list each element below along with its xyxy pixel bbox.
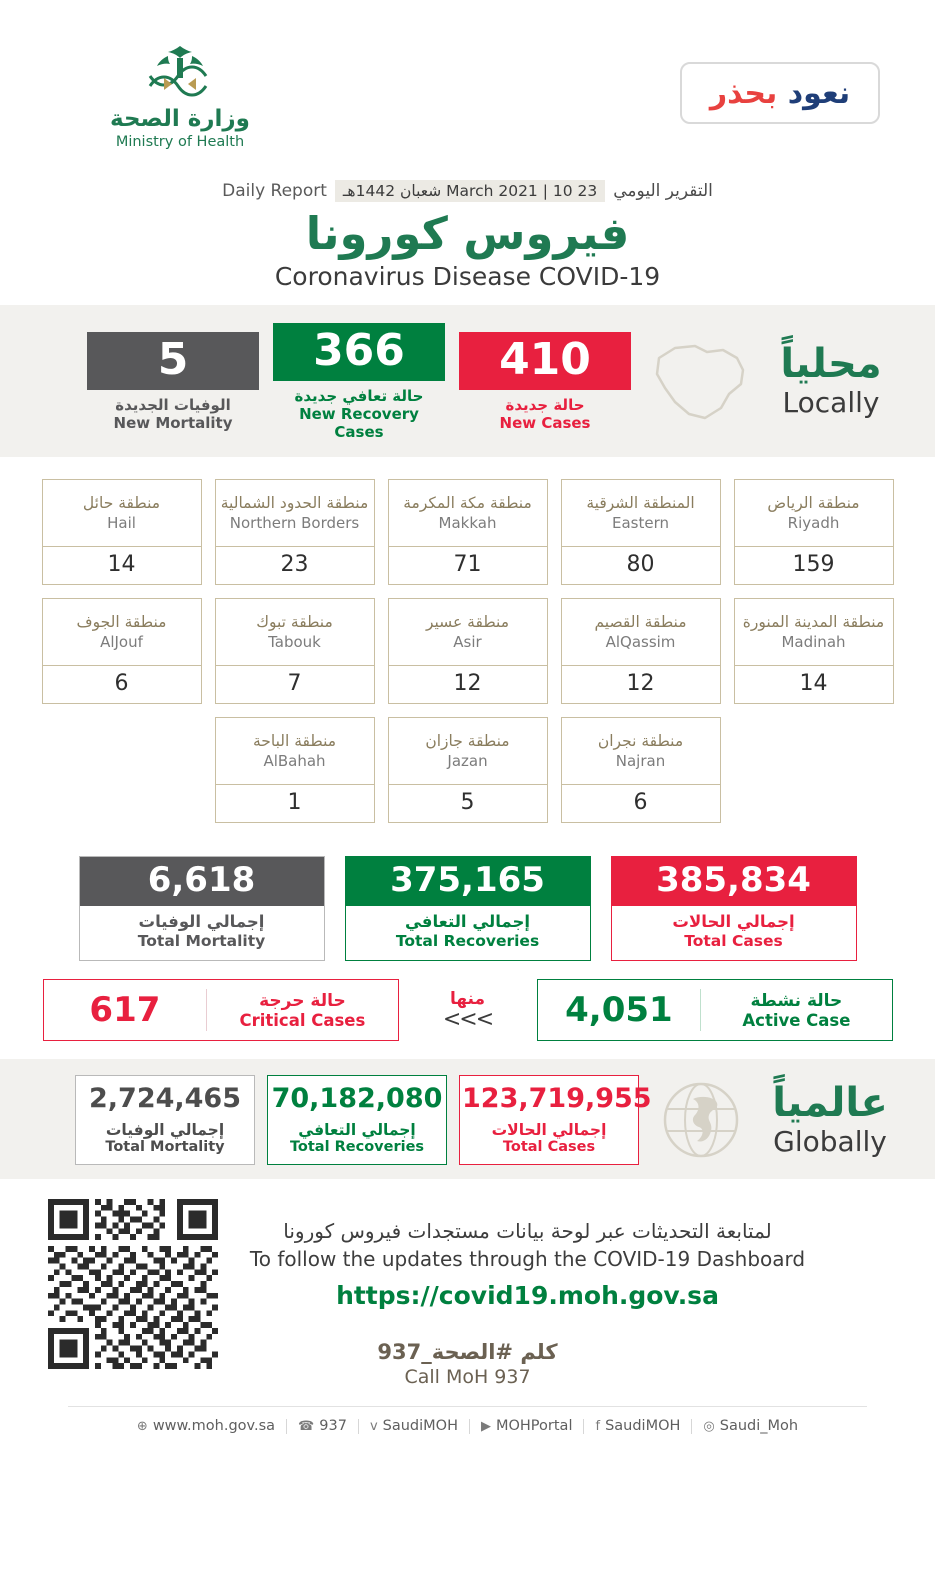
region-northern-borders [215,479,375,585]
active-cases-label-ar: حالة نشطة [750,990,843,1011]
region-name-ar: منطقة حائل [82,494,161,513]
region-value: 159 [735,546,893,584]
region-name-ar: منطقة الحدود الشمالية [220,494,369,513]
region-name-ar: منطقة تبوك [256,613,333,632]
total-mortality-value: 6,618 [80,857,324,907]
page-title-en: Coronavirus Disease COVID-19 [274,261,661,291]
new-recoveries-label-ar: حالة تعافي جديدة [294,386,424,405]
critical-cases-pill [43,979,399,1041]
region-hail [42,479,202,585]
global-total-cases-label-ar: إجمالي الحالات [491,1121,607,1140]
region-value: 71 [389,546,547,584]
social-label: 937 [319,1418,347,1435]
total-cases-box [611,856,857,962]
region-name-en: Eastern [611,514,669,533]
region-name-ar: منطقة مكة المكرمة [403,494,532,513]
locally-label [767,341,895,420]
new-cases-value: 410 [459,332,631,390]
regions-grid [0,457,935,842]
region-name-ar: منطقة الباحة [252,732,337,751]
globe-icon [651,1077,751,1163]
global-total-cases-value: 123,719,955 [462,1083,652,1115]
campaign-word-2: بحذر [709,75,778,111]
region-albahah [215,717,375,823]
locally-label-en: Locally [782,386,880,420]
critical-cases-value: 617 [89,990,161,1031]
globally-label-en: Globally [773,1124,887,1158]
region-value: 5 [389,784,547,822]
globally-label-ar: عالمياً [772,1079,888,1126]
total-recoveries-label-en: Total Recoveries [395,932,540,951]
total-mortality-box [79,856,325,962]
region-name-en: Makkah [438,514,497,533]
social-link-website[interactable] [126,1419,287,1434]
region-alqassim [561,598,721,704]
global-total-mortality-label-en: Total Mortality [105,1139,225,1156]
phone-icon: ☎ [298,1418,315,1434]
critical-active-row [0,965,935,1059]
region-value: 12 [389,665,547,703]
region-madinah [734,598,894,704]
page-footer [0,1179,935,1450]
region-name-ar: المنطقة الشرقية [586,494,695,513]
new-cases-label-en: New Cases [499,413,591,432]
stat-new-recoveries [273,323,445,441]
globe-icon: ⊕ [136,1418,148,1434]
region-name-ar: منطقة الجوف [76,613,167,632]
region-name-en: Tabouk [268,633,321,652]
instagram-icon: ◎ [703,1418,715,1434]
region-name-en: Najran [615,752,666,771]
global-total-mortality-box [75,1075,255,1165]
new-recoveries-label-en: New Recovery Cases [299,404,419,441]
global-total-cases-label-en: Total Cases [502,1139,596,1156]
region-value: 80 [562,546,720,584]
global-total-recoveries-box [267,1075,447,1165]
region-asir [388,598,548,704]
report-date: 23 March 2021 | 10 شعبان 1442هـ [335,180,605,202]
total-recoveries-value: 375,165 [346,857,590,907]
campaign-badge [680,62,880,124]
saudi-arabia-map-icon [645,336,755,428]
region-value: 6 [43,665,201,703]
youtube-icon: ▶ [480,1418,491,1434]
region-name-ar: منطقة نجران [597,732,684,751]
active-cases-label-en: Active Case [742,1010,851,1030]
social-link-phone[interactable] [287,1419,359,1434]
region-riyadh [734,479,894,585]
region-aljouf [42,598,202,704]
region-value: 1 [216,784,374,822]
total-cases-value: 385,834 [612,857,856,907]
social-link-twitter[interactable] [359,1419,470,1434]
active-cases-value: 4,051 [565,990,673,1031]
locally-section [0,305,935,457]
global-total-mortality-value: 2,724,465 [88,1083,242,1115]
social-label: Saudi_Moh [719,1418,799,1435]
qr-code[interactable] [48,1199,218,1369]
minha-label-ar: منها [449,989,486,1010]
region-value: 14 [43,546,201,584]
daily-report-label-ar: التقرير اليومي [613,181,713,201]
regions-row-1 [40,479,895,585]
ministry-name-en: Ministry of Health [115,134,245,150]
total-mortality-label-en: Total Mortality [137,932,266,951]
region-name-en: Northern Borders [229,514,360,533]
critical-cases-label-en: Critical Cases [239,1010,366,1030]
critical-cases-label-ar: حالة حرجة [259,990,346,1011]
region-name-ar: منطقة جازان [425,732,510,751]
moh-emblem-icon [120,42,240,102]
call-moh-ar: كلم #الصحة_937 [377,1340,558,1365]
regions-row-3 [40,717,895,823]
region-value: 7 [216,665,374,703]
arrows-icon: <<< [442,1007,493,1033]
report-date-row [0,180,935,202]
social-link-instagram[interactable] [692,1419,809,1434]
ministry-logo [55,42,305,150]
region-makkah [388,479,548,585]
active-cases-pill [537,979,893,1041]
stat-new-cases [459,332,631,432]
region-name-ar: منطقة عسير [425,613,510,632]
total-mortality-label-ar: إجمالي الوفيات [138,912,265,932]
region-name-en: Asir [453,633,482,652]
region-value: 23 [216,546,374,584]
region-name-en: AlJouf [100,633,143,652]
social-label: SaudiMOH [382,1418,458,1435]
social-link-youtube[interactable] [470,1419,585,1434]
total-cases-label-en: Total Cases [684,932,783,951]
totals-row [0,842,935,966]
daily-report-label-en: Daily Report [222,181,327,201]
social-links-bar [68,1406,867,1450]
social-label: SaudiMOH [605,1418,681,1435]
minha-indicator [413,989,523,1031]
global-total-mortality-label-ar: إجمالي الوفيات [105,1121,225,1140]
region-name-ar: منطقة القصيم [594,613,687,632]
social-label: MOHPortal [495,1418,573,1435]
dashboard-url-link[interactable]: https://covid19.moh.gov.sa [336,1281,719,1311]
region-name-en: AlQassim [605,633,676,652]
region-name-en: Madinah [781,633,846,652]
new-recoveries-value: 366 [273,323,445,381]
social-link-facebook[interactable] [584,1419,692,1434]
region-name-en: Riyadh [787,514,840,533]
total-recoveries-label-ar: إجمالي التعافي [404,912,531,932]
region-najran [561,717,721,823]
facebook-icon: f [595,1418,601,1434]
region-value: 6 [562,784,720,822]
region-value: 14 [735,665,893,703]
region-tabouk [215,598,375,704]
locally-label-ar: محلياً [780,341,882,388]
new-mortality-value: 5 [87,332,259,390]
region-jazan [388,717,548,823]
page-title-ar: فيروس كورونا [305,207,630,260]
campaign-text [710,76,850,111]
global-total-cases-box [459,1075,652,1165]
twitter-icon: ᴠ [369,1418,378,1434]
global-total-recoveries-label-en: Total Recoveries [289,1139,425,1156]
new-mortality-label-en: New Mortality [113,413,233,432]
ministry-name-ar: وزارة الصحة [110,106,250,132]
region-eastern [561,479,721,585]
follow-text-ar: لمتابعة التحديثات عبر لوحة بيانات مستجدات فيروس كورونا [283,1219,772,1244]
global-total-recoveries-value: 70,182,080 [271,1083,443,1115]
regions-row-2 [40,598,895,704]
region-name-ar: منطقة المدينة المنورة [742,613,885,632]
total-cases-label-ar: إجمالي الحالات [672,912,795,932]
call-moh-en: Call MoH 937 [404,1366,531,1389]
region-name-ar: منطقة الرياض [767,494,860,513]
globally-section [0,1059,935,1179]
title-block [0,180,935,305]
region-value: 12 [562,665,720,703]
global-total-recoveries-label-ar: إجمالي التعافي [298,1121,416,1140]
new-mortality-label-ar: الوفيات الجديدة [115,395,231,414]
total-recoveries-box [345,856,591,962]
region-name-en: AlBahah [263,752,326,771]
page-header [0,0,935,180]
region-name-en: Jazan [447,752,488,771]
region-name-en: Hail [107,514,136,533]
new-cases-label-ar: حالة جديدة [505,395,585,414]
social-label: www.moh.gov.sa [152,1418,276,1435]
campaign-word-1: نعود [787,75,851,111]
follow-text-en: To follow the updates through the COVID-19 Dashboard [249,1247,806,1272]
stat-new-mortality [87,332,259,432]
globally-label [765,1079,895,1158]
